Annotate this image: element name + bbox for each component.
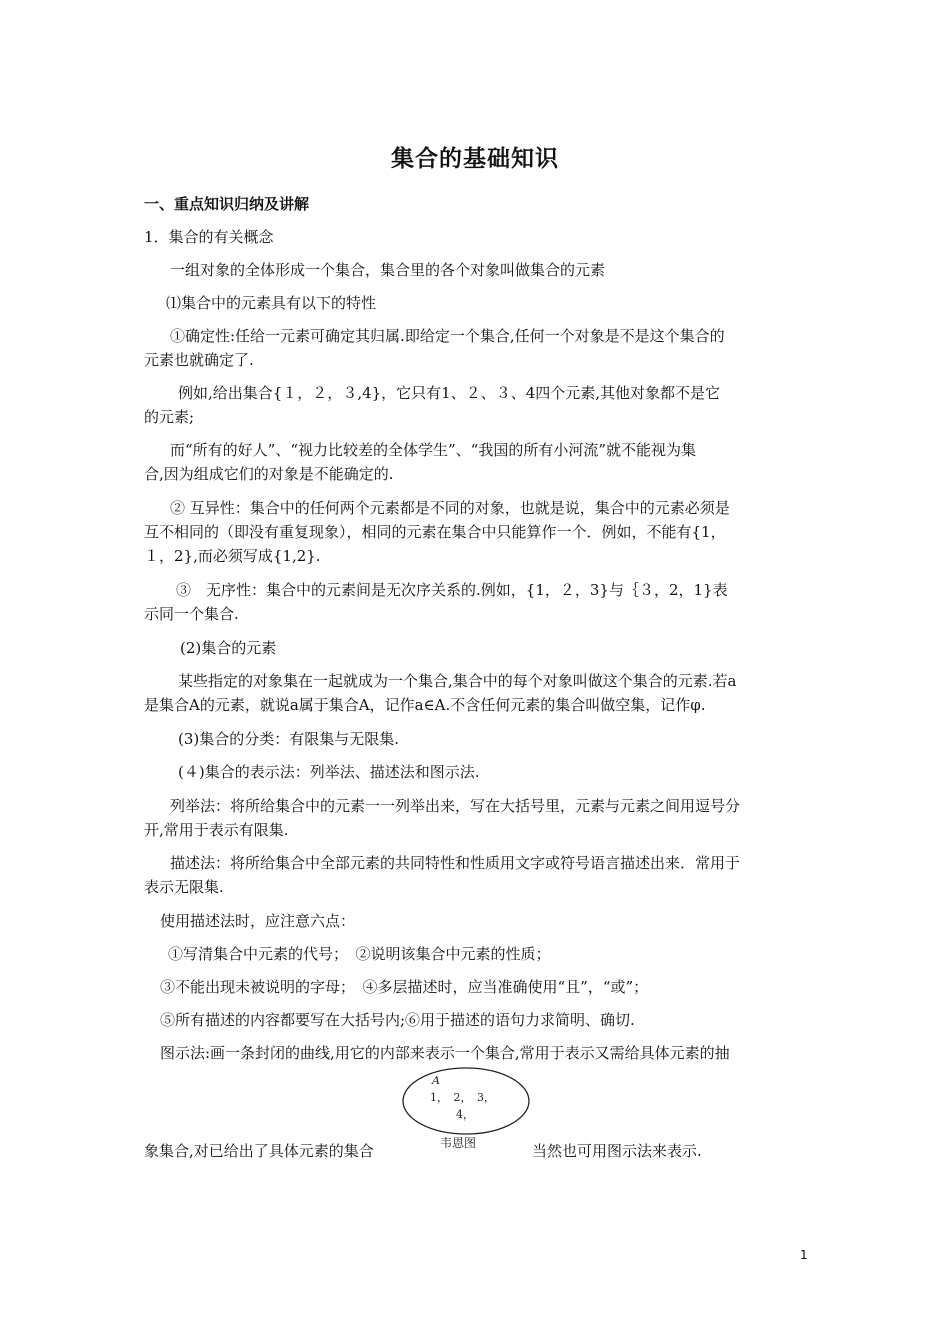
venn-caption: 韦恩图 xyxy=(440,1136,477,1150)
page-number: 1 xyxy=(800,1248,808,1262)
paragraph-line: 列举法：将所给集合中的元素一一列举出来，写在大括号里，元素与元素之间用逗号分 xyxy=(170,797,741,815)
paragraph-line: 图示法:画一条封闭的曲线,用它的内部来表示一个集合,常用于表示又需给具体元素的抽 xyxy=(160,1044,730,1062)
paragraph-line: 某些指定的对象集在一起就成为一个集合,集合中的每个对象叫做这个集合的元素.若a xyxy=(178,672,737,690)
list-item: ①写清集合中元素的代号； ②说明该集合中元素的性质； xyxy=(168,945,551,963)
section-heading: 一、重点知识归纳及讲解 xyxy=(144,195,310,213)
paragraph-line: 是集合A的元素，就说a属于集合A，记作a∈A.不含任何元素的集合叫做空集，记作φ. xyxy=(144,696,706,714)
list-item: ⑤所有描述的内容都要写在大括号内;⑥用于描述的语句力求简明、确切. xyxy=(160,1011,635,1029)
paragraph-line: ⑴集合中的元素具有以下的特性 xyxy=(166,294,377,312)
paragraph-line: (４)集合的表示法：列举法、描述法和图示法. xyxy=(178,763,480,781)
venn-ellipse xyxy=(398,1064,536,1150)
paragraph-line: 的元素; xyxy=(144,408,195,426)
paragraph-line: 一组对象的全体形成一个集合，集合里的各个对象叫做集合的元素 xyxy=(170,261,606,279)
paragraph-line: 合,因为组成它们的对象是不能确定的. xyxy=(144,465,394,483)
venn-set-label: A xyxy=(432,1074,440,1087)
venn-diagram xyxy=(398,1064,536,1150)
paragraph-line: 示同一个集合. xyxy=(144,605,239,623)
paragraph-line: ①确定性:任给一元素可确定其归属.即给定一个集合,任何一个对象是不是这个集合的 xyxy=(170,327,725,345)
paragraph-line: 而“所有的好人”、“视力比较差的全体学生”、“我国的所有小河流”就不能视为集 xyxy=(170,441,697,459)
paragraph-line: 元素也就确定了. xyxy=(144,351,254,369)
venn-elements-row2: 4， xyxy=(456,1108,474,1121)
paragraph-line: ③ 无序性：集合中的元素间是无次序关系的.例如，{1，２，3}与｛３，2，1}表 xyxy=(176,581,728,599)
list-item: ③不能出现未被说明的字母； ④多层描述时，应当准确使用“且”，“或”； xyxy=(160,978,649,996)
venn-elements-row1: 1， 2， 3， xyxy=(430,1091,495,1104)
paragraph-line: 互不相同的（即没有重复现象），相同的元素在集合中只能算作一个．例如，不能有{1， xyxy=(144,523,726,541)
paragraph-line: ② 互异性：集合中的任何两个元素都是不同的对象，也就是说，集合中的元素必须是 xyxy=(170,499,730,517)
paragraph-line: １，2},而必须写成{1,2}. xyxy=(144,547,321,565)
page-title: 集合的基础知识 xyxy=(391,146,559,172)
paragraph-line: 描述法：将所给集合中全部元素的共同特性和性质用文字或符号语言描述出来．常用于 xyxy=(170,854,741,872)
paragraph-line: 开,常用于表示有限集. xyxy=(144,821,289,839)
paragraph-line: 当然也可用图示法来表示. xyxy=(532,1142,702,1160)
paragraph-line: (3)集合的分类：有限集与无限集. xyxy=(178,730,400,748)
paragraph-line: 例如,给出集合{１，２，３,4}，它只有1、２、３、4四个元素,其他对象都不是它 xyxy=(178,384,721,402)
subsection-heading: 1．集合的有关概念 xyxy=(144,228,274,246)
paragraph-line: 象集合,对已给出了具体元素的集合 xyxy=(144,1142,374,1160)
paragraph-line: 表示无限集. xyxy=(144,878,224,896)
paragraph-line: 使用描述法时，应注意六点： xyxy=(160,912,356,930)
paragraph-line: (2)集合的元素 xyxy=(180,639,277,657)
